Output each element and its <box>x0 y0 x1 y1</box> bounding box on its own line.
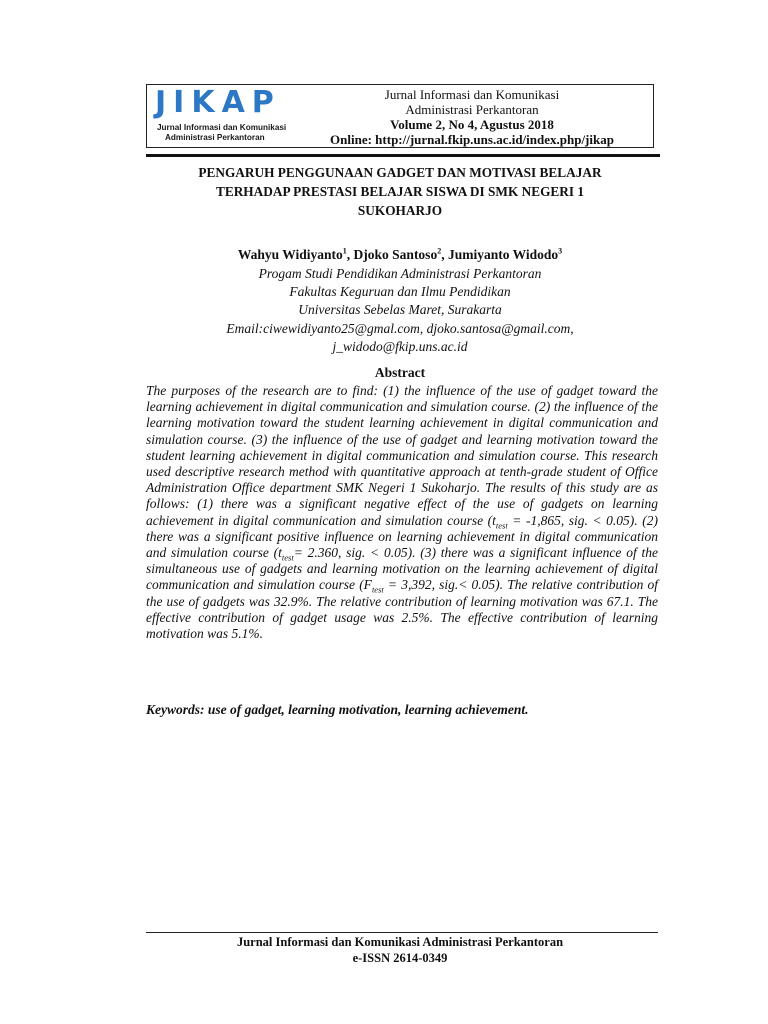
affiliation-emails[interactable]: Email:ciwewidiyanto25@gmal.com, djoko.santosa@gmail.com, <box>226 320 574 336</box>
author-mark: 3 <box>558 246 563 256</box>
journal-header-box <box>146 84 654 148</box>
journal-name-line1: Jurnal Informasi dan Komunikasi <box>384 87 560 102</box>
footer-journal-name: Jurnal Informasi dan Komunikasi Administrasi Perkantoran <box>236 935 564 949</box>
author-name: Wahyu Widiyanto <box>237 247 343 262</box>
affiliation-university: Universitas Sebelas Maret, Surakarta <box>298 302 502 318</box>
journal-name-line2: Administrasi Perkantoran <box>405 102 539 117</box>
journal-online-url[interactable]: Online: http://jurnal.fkip.uns.ac.id/index.php/jikap <box>330 132 614 147</box>
affiliation <box>140 265 660 356</box>
journal-info <box>297 87 647 147</box>
author-name: Djoko Santoso <box>353 247 438 262</box>
author-name: Jumiyanto Widodo <box>447 247 559 262</box>
abstract-text: = 2.360, sig. < 0.05). (3) there was a significant influence of the simultaneous use of gadgets and learning motivation on the learning achievement of digital communication and simulation course (F <box>146 545 658 593</box>
author-separator: , <box>441 247 448 262</box>
abstract-body <box>146 383 658 642</box>
abstract-text: = -1,865, sig. < 0.05). (2) there was a significant positive influence on learning achievement in digital communication and simulation course (t <box>146 512 658 561</box>
author-mark: 2 <box>437 246 442 256</box>
affiliation-faculty: Fakultas Keguruan dan Ilmu Pendidikan <box>289 284 511 300</box>
subscript-test: test <box>371 585 384 596</box>
subscript-test: test <box>281 552 294 563</box>
page-footer <box>140 935 660 966</box>
affiliation-email-cont[interactable]: j_widodo@fkip.uns.ac.id <box>332 338 468 354</box>
footer-divider <box>146 932 658 933</box>
author-mark: 1 <box>342 246 347 256</box>
author-list <box>140 246 660 264</box>
header-divider <box>146 154 660 157</box>
logo-subtitle-line1: Jurnal Informasi dan Komunikasi <box>157 123 287 132</box>
abstract-text: = 3,392, sig.< 0.05). The relative contribution of the use of gadgets was 32.9%. The relative contribution of learning motivation was 67.1. The effective contribution of gadget usage was 2.5%. The effective contribution of learning motivation was 5.1%. <box>146 577 658 642</box>
jikap-logo <box>155 85 293 145</box>
author-separator: , <box>346 247 354 262</box>
logo-wordmark: JIKAP <box>155 85 281 120</box>
keywords: Keywords: use of gadget, learning motivation, learning achievement. <box>146 702 529 717</box>
logo-subtitle-line2: Administrasi Perkantoran <box>165 133 265 142</box>
subscript-test: test <box>495 520 508 531</box>
journal-volume: Volume 2, No 4, Agustus 2018 <box>390 117 554 132</box>
affiliation-program: Progam Studi Pendidikan Administrasi Perkantoran <box>258 266 542 281</box>
title-line: SUKOHARJO <box>357 203 443 218</box>
title-line: TERHADAP PRESTASI BELAJAR SISWA DI SMK NEGERI 1 <box>215 184 585 199</box>
footer-issn: e-ISSN 2614-0349 <box>352 950 448 965</box>
abstract-text: The purposes of the research are to find: (1) the influence of the use of gadget toward the learning achievement in digital communication and simulation course. (2) the influence of the learning motivation toward the student learning achievement in digital communication and simulation course. (3) the influence of the use of gadget and learning motivation toward the student learning achievement in digital communication and simulation course. This research used descriptive research method with quantitative approach at tenth-grade student of Office Administration Office department SMK Negeri 1 Sukoharjo. The results of this study are as follows: (1) there was a significant negative effect of the use of gadgets on learning achievement in digital communication and simulation course (t <box>146 383 658 528</box>
article-title <box>140 163 660 220</box>
abstract-heading: Abstract <box>374 365 426 380</box>
title-line: PENGARUH PENGGUNAAN GADGET DAN MOTIVASI BELAJAR <box>198 165 602 180</box>
